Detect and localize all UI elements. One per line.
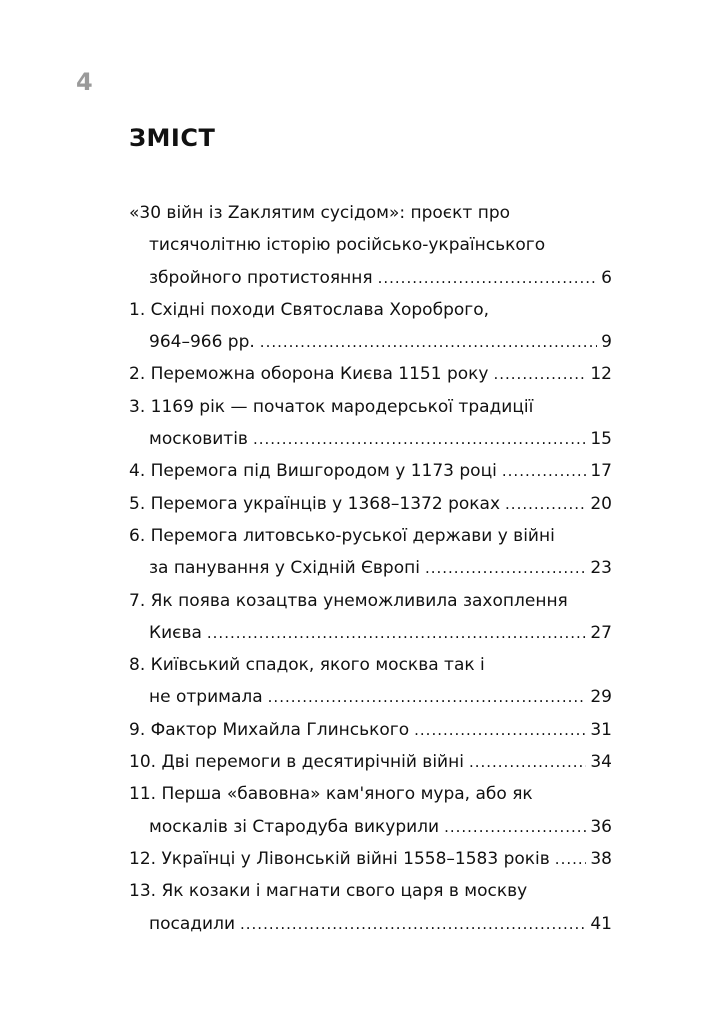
toc-entry-text: не отримала (149, 687, 263, 708)
page-number: 4 (76, 68, 93, 96)
toc-entry[interactable] (129, 455, 612, 487)
dot-leader (425, 552, 586, 584)
toc-page-number: 23 (590, 558, 612, 579)
toc-page-number: 9 (601, 332, 612, 353)
toc-page-number: 29 (590, 687, 612, 708)
toc-title: ЗМІСТ (129, 124, 216, 152)
dot-leader (505, 488, 586, 520)
toc-entry-text: Києва (149, 622, 202, 643)
toc-entry-text: 10. Дві перемоги в десятирічній війні (129, 752, 464, 773)
toc-page-number: 38 (590, 848, 612, 869)
toc-page-number: 27 (590, 622, 612, 643)
dot-leader (502, 455, 586, 487)
toc-page-number: 36 (590, 816, 612, 837)
toc-entry[interactable] (129, 391, 612, 456)
toc-page-number: 6 (601, 267, 612, 288)
toc-entry[interactable] (129, 778, 612, 843)
toc-entry-line: 6. Перемога литовсько-руської держави у війні (129, 525, 555, 546)
toc-page-number: 17 (590, 461, 612, 482)
dot-leader (240, 908, 586, 940)
toc-entry-text: москалів зі Стародуба викурили (149, 816, 440, 837)
dot-leader (414, 714, 586, 746)
toc-entry-final-line (129, 617, 612, 649)
toc-entry-final-line (129, 908, 612, 940)
toc-entry[interactable] (129, 197, 612, 294)
toc-entry-final-line (129, 455, 612, 487)
toc-entry-line: 3. 1169 рік — початок мародерської традиції (129, 396, 534, 417)
toc-entry-text: за панування у Східній Європі (149, 558, 420, 579)
toc-entry[interactable] (129, 294, 612, 359)
toc-entry-final-line (129, 811, 612, 843)
toc-entry[interactable] (129, 649, 612, 714)
toc-entry[interactable] (129, 875, 612, 940)
toc-entry[interactable] (129, 520, 612, 585)
toc-entry-line: «30 війн із Zаклятим сусідом»: проєкт про (129, 203, 511, 223)
toc-entry[interactable] (129, 358, 612, 390)
toc-entry-final-line (129, 358, 612, 390)
toc-entry-text: 4. Перемога під Вишгородом у 1173 році (129, 461, 497, 482)
toc-entry-text: 2. Переможна оборона Києва 1151 року (129, 364, 489, 385)
toc-entry-text: московитів (149, 429, 248, 450)
toc-entry-final-line (129, 326, 612, 358)
toc-page-number: 41 (590, 913, 612, 934)
dot-leader (469, 746, 586, 778)
dot-leader (378, 262, 598, 294)
table-of-contents (129, 197, 612, 940)
toc-entry-final-line (129, 552, 612, 584)
toc-entry-text: 12. Українці у Лівонській війні 1558–1583 років (129, 848, 550, 869)
toc-entry-line: 7. Як поява козацтва унеможливила захоплення (129, 590, 568, 611)
toc-entry-final-line (129, 843, 612, 875)
toc-entry[interactable] (129, 843, 612, 875)
toc-entry-text: посадили (149, 913, 235, 934)
toc-page-number: 20 (590, 493, 612, 514)
toc-entry[interactable] (129, 746, 612, 778)
toc-entry[interactable] (129, 488, 612, 520)
toc-entry[interactable] (129, 585, 612, 650)
toc-entry-line: 13. Як козаки і магнати свого царя в москву (129, 881, 528, 902)
toc-entry-line: 11. Перша «бавовна» кам'яного мура, або як (129, 784, 533, 805)
dot-leader (207, 617, 586, 649)
dot-leader (253, 423, 586, 455)
toc-entry-final-line (129, 262, 612, 294)
toc-page-number: 34 (590, 752, 612, 773)
dot-leader (260, 326, 597, 358)
dot-leader (555, 843, 587, 875)
toc-entry-text: 9. Фактор Михайла Глинського (129, 719, 410, 740)
toc-page-number: 15 (590, 429, 612, 450)
toc-entry-text: 5. Перемога українців у 1368–1372 роках (129, 493, 501, 514)
toc-entry-final-line (129, 488, 612, 520)
toc-entry-text: збройного протистояння (149, 267, 373, 288)
dot-leader (268, 681, 587, 713)
toc-entry-line: тисячолітню історію російсько-українського (149, 235, 546, 256)
toc-entry-text: 964–966 рр. (149, 332, 255, 353)
dot-leader (444, 811, 586, 843)
toc-entry-final-line (129, 746, 612, 778)
toc-entry-line: 1. Східні походи Святослава Хороброго, (129, 299, 489, 320)
toc-entry[interactable] (129, 714, 612, 746)
toc-entry-final-line (129, 681, 612, 713)
toc-entry-line: 8. Київський спадок, якого москва так і (129, 655, 485, 676)
toc-page-number: 31 (590, 719, 612, 740)
toc-entry-final-line (129, 714, 612, 746)
dot-leader (493, 358, 586, 390)
toc-entry-final-line (129, 423, 612, 455)
toc-page-number: 12 (590, 364, 612, 385)
